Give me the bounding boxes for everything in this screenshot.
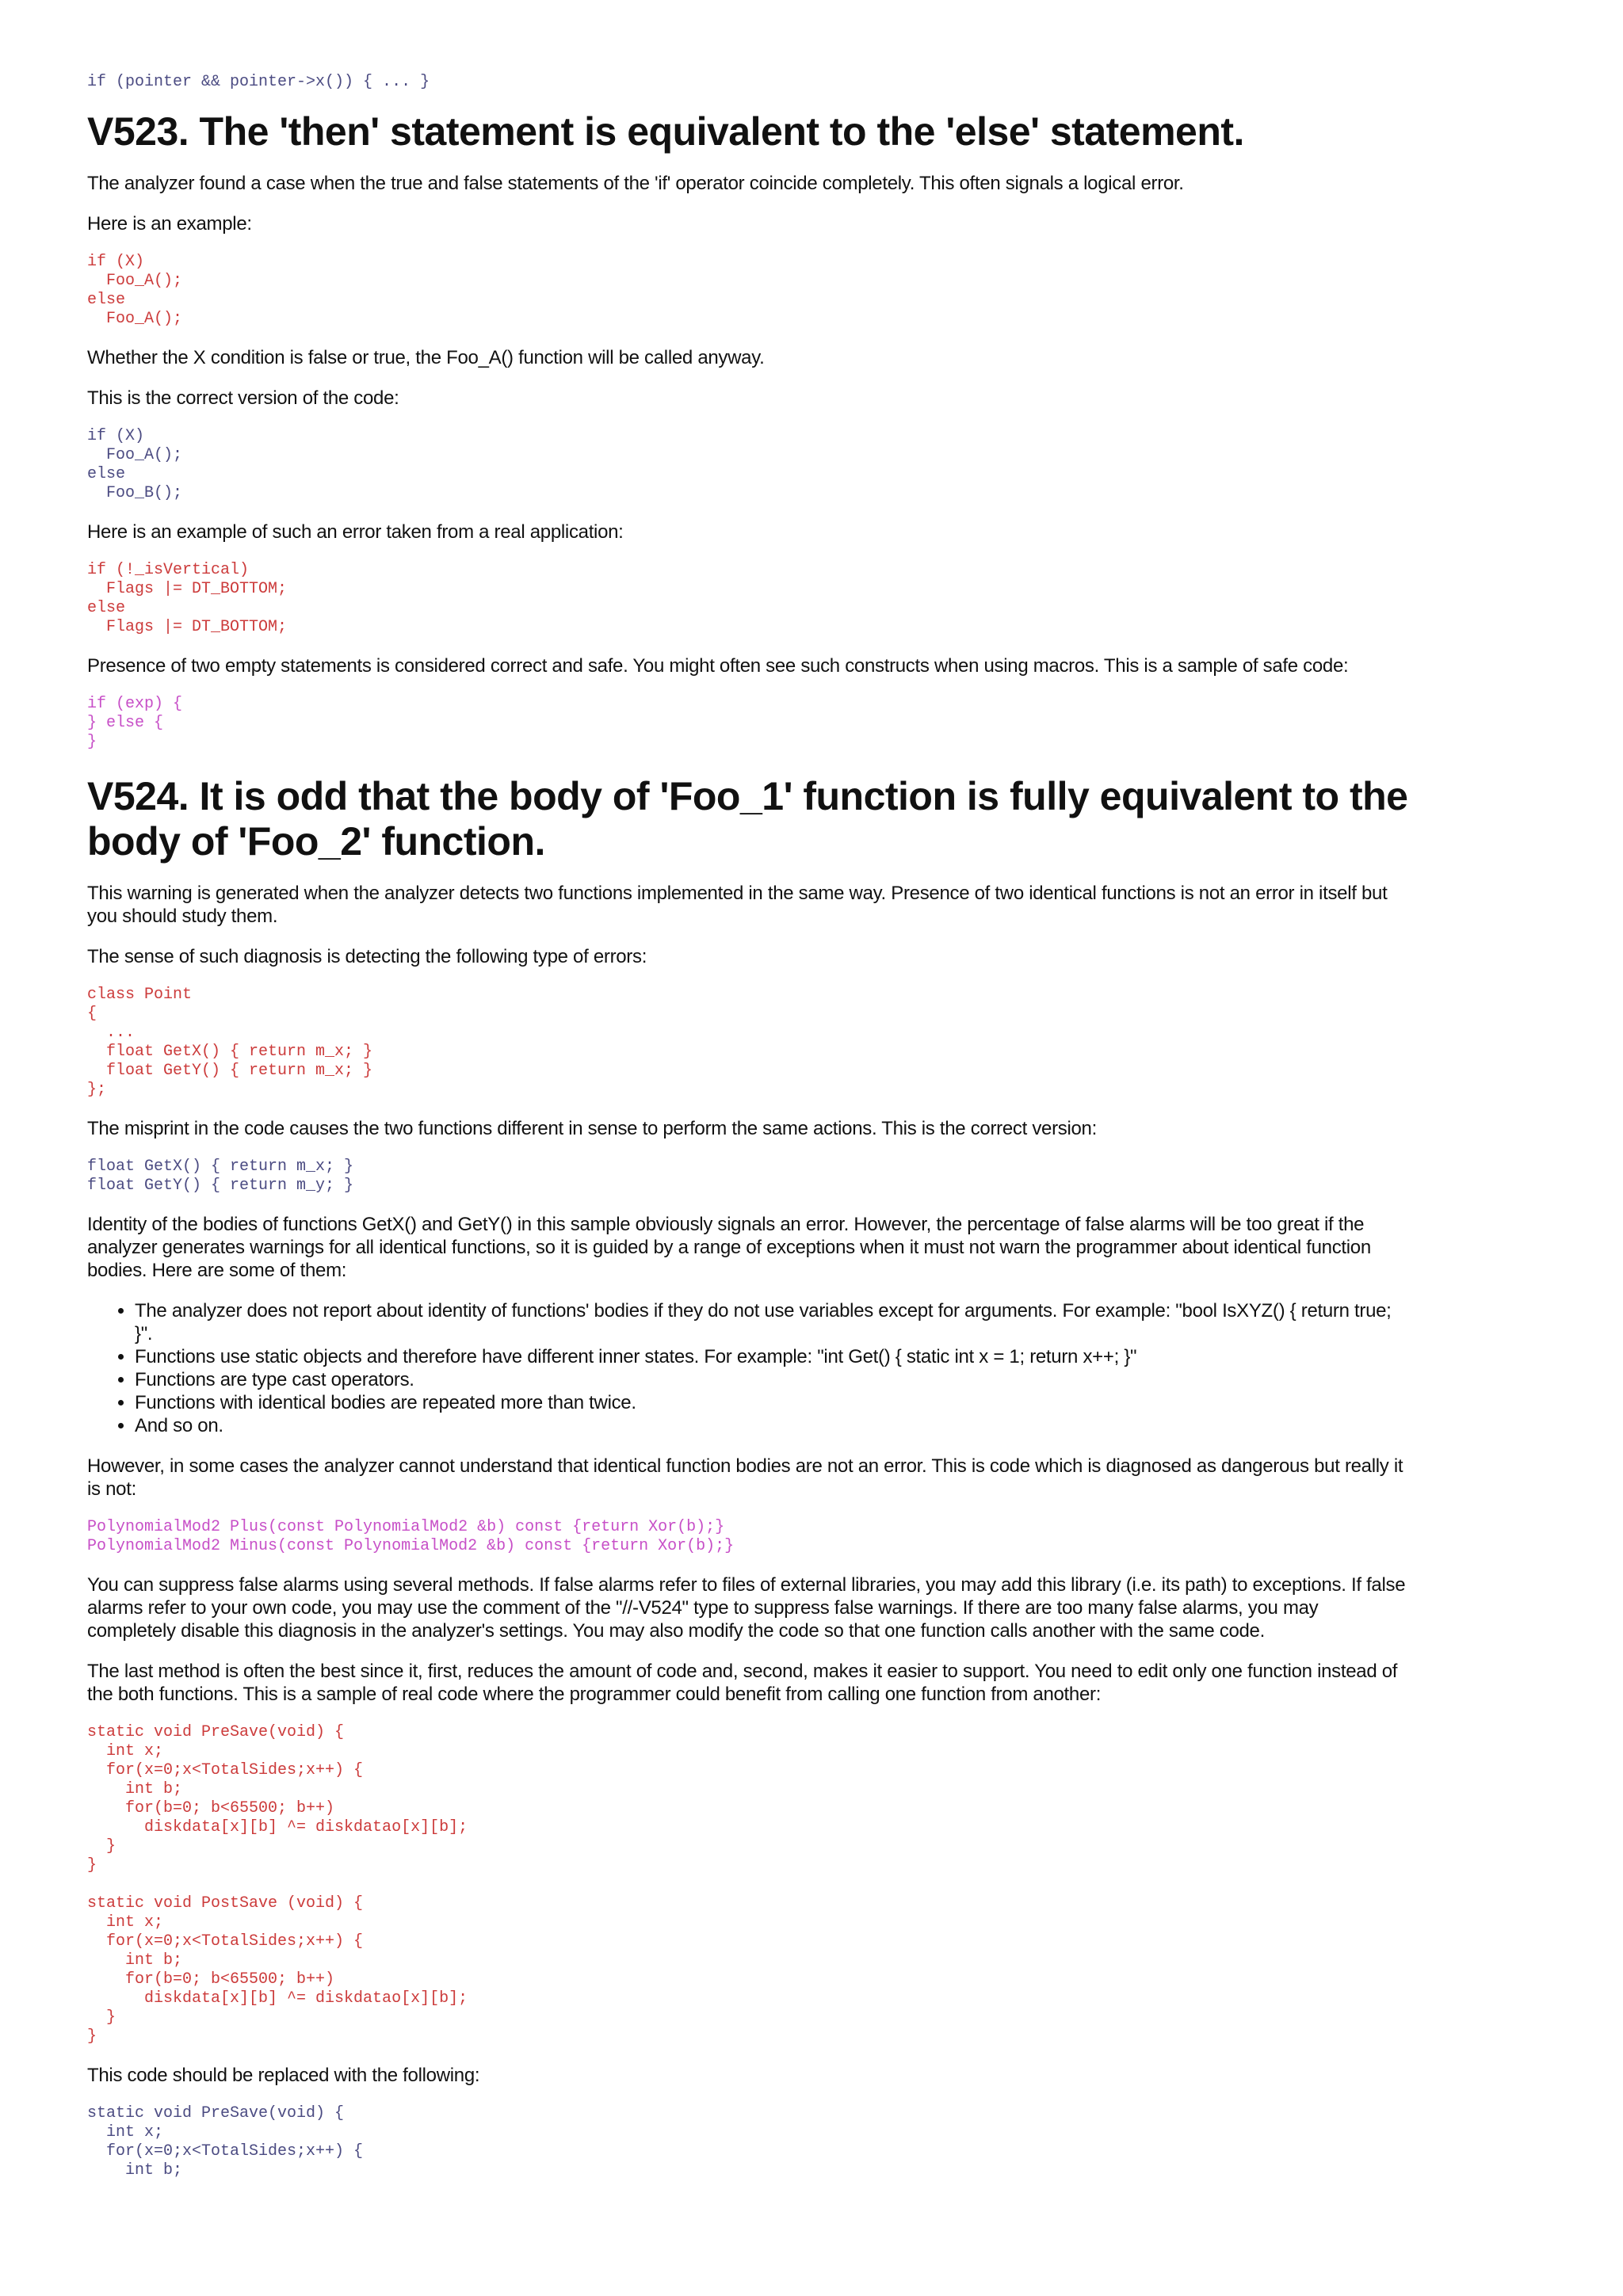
code-snippet-pointer-check: if (pointer && pointer->x()) { ... } (87, 73, 430, 91)
paragraph: The sense of such diagnosis is detecting the following type of errors: (87, 946, 647, 967)
code-block-class-point: class Point { ... float GetX() { return m_x; } float GetY() { return m_x; } }; (87, 986, 373, 1099)
paragraph: Here is an example of such an error taken from a real application: (87, 521, 624, 543)
paragraph: The last method is often the best since it, first, reduces the amount of code and, second, makes it easier to support. You need to edit only one function instead of the both functions. This is a sample of real code where the programmer could benefit from calling one function from another: (87, 1661, 1398, 1705)
list-item: • Functions use static objects and therefore have different inner states. For example: "int Get() { static int x = 1; return x++; }" (135, 1345, 1411, 1368)
code-block-safe-example: if (exp) { } else { } (87, 695, 183, 751)
paragraph: Identity of the bodies of functions GetX() and GetY() in this sample obviously signals an error. However, the percentage of false alarms will be too great if the analyzer generates warnings for all identical functions, so it is guided by a range of exceptions when it must not warn the programmer about identical function bodies. Here are some of them: (87, 1214, 1371, 1281)
code-block-polynomial: PolynomialMod2 Plus(const PolynomialMod2 &b) const {return Xor(b);} PolynomialMod2 Minus(const PolynomialMod2 &b) const {return Xor(b);} (87, 1518, 735, 1555)
code-block-correct-getters: float GetX() { return m_x; } float GetY() { return m_y; } (87, 1158, 354, 1195)
section-heading-v524: V524. It is odd that the body of 'Foo_1' function is fully equivalent to the body of 'Foo_2' function. (87, 774, 1408, 864)
code-block-replacement: static void PreSave(void) { int x; for(x=0;x<TotalSides;x++) { int b; (87, 2104, 364, 2180)
paragraph: Whether the X condition is false or true, the Foo_A() function will be called anyway. (87, 347, 765, 368)
code-block-real-app-error: if (!_isVertical) Flags |= DT_BOTTOM; else Flags |= DT_BOTTOM; (87, 561, 288, 636)
list-item: • Functions are type cast operators. (135, 1368, 1411, 1391)
code-block-presave-postsave: static void PreSave(void) { int x; for(x=0;x<TotalSides;x++) { int b; for(b=0; b<65500; b++) diskdata[x][b] ^= diskdatao[x][b]; } } static void PostSave (void) { int x; for(x=0;x<TotalSides;x++) { int b; for(b=0; b<65500; b++) diskdata[x][b] ^= diskdatao[x][b]; } } (87, 1723, 468, 2046)
paragraph: However, in some cases the analyzer cannot understand that identical function bodies are not an error. This is code which is diagnosed as dangerous but really it is not: (87, 1455, 1403, 1500)
list-item: • And so on. (135, 1414, 1411, 1437)
paragraph: This code should be replaced with the following: (87, 2065, 480, 2086)
paragraph: This warning is generated when the analyzer detects two functions implemented in the same way. Presence of two identical functions is not an error in itself but you should study them. (87, 883, 1388, 927)
paragraph: Here is an example: (87, 213, 252, 235)
document-page (87, 73, 1411, 2198)
section-heading-v523: V523. The 'then' statement is equivalent to the 'else' statement. (87, 109, 1244, 154)
paragraph: You can suppress false alarms using several methods. If false alarms refer to files of external libraries, you may add this library (i.e. its path) to exceptions. If false alarms refer to your own code, you may use the comment of the "//-V524" type to suppress false warnings. If there are too many false alarms, you may completely disable this diagnosis in the analyzer's settings. You may also modify the code so that one function calls another with the same code. (87, 1574, 1406, 1642)
code-block-incorrect-example: if (X) Foo_A(); else Foo_A(); (87, 253, 183, 328)
list-item: • The analyzer does not report about identity of functions' bodies if they do not use variables except for arguments. For example: "bool IsXYZ() { return true; }". (135, 1299, 1411, 1345)
code-block-correct-example: if (X) Foo_A(); else Foo_B(); (87, 427, 183, 502)
paragraph: Presence of two empty statements is considered correct and safe. You might often see such constructs when using macros. This is a sample of safe code: (87, 655, 1349, 677)
paragraph: The analyzer found a case when the true and false statements of the 'if' operator coincide completely. This often signals a logical error. (87, 173, 1184, 194)
paragraph: This is the correct version of the code: (87, 387, 399, 409)
list-item: • Functions with identical bodies are repeated more than twice. (135, 1391, 1411, 1414)
exceptions-list (87, 1299, 1411, 1437)
paragraph: The misprint in the code causes the two functions different in sense to perform the same actions. This is the correct version: (87, 1118, 1097, 1139)
